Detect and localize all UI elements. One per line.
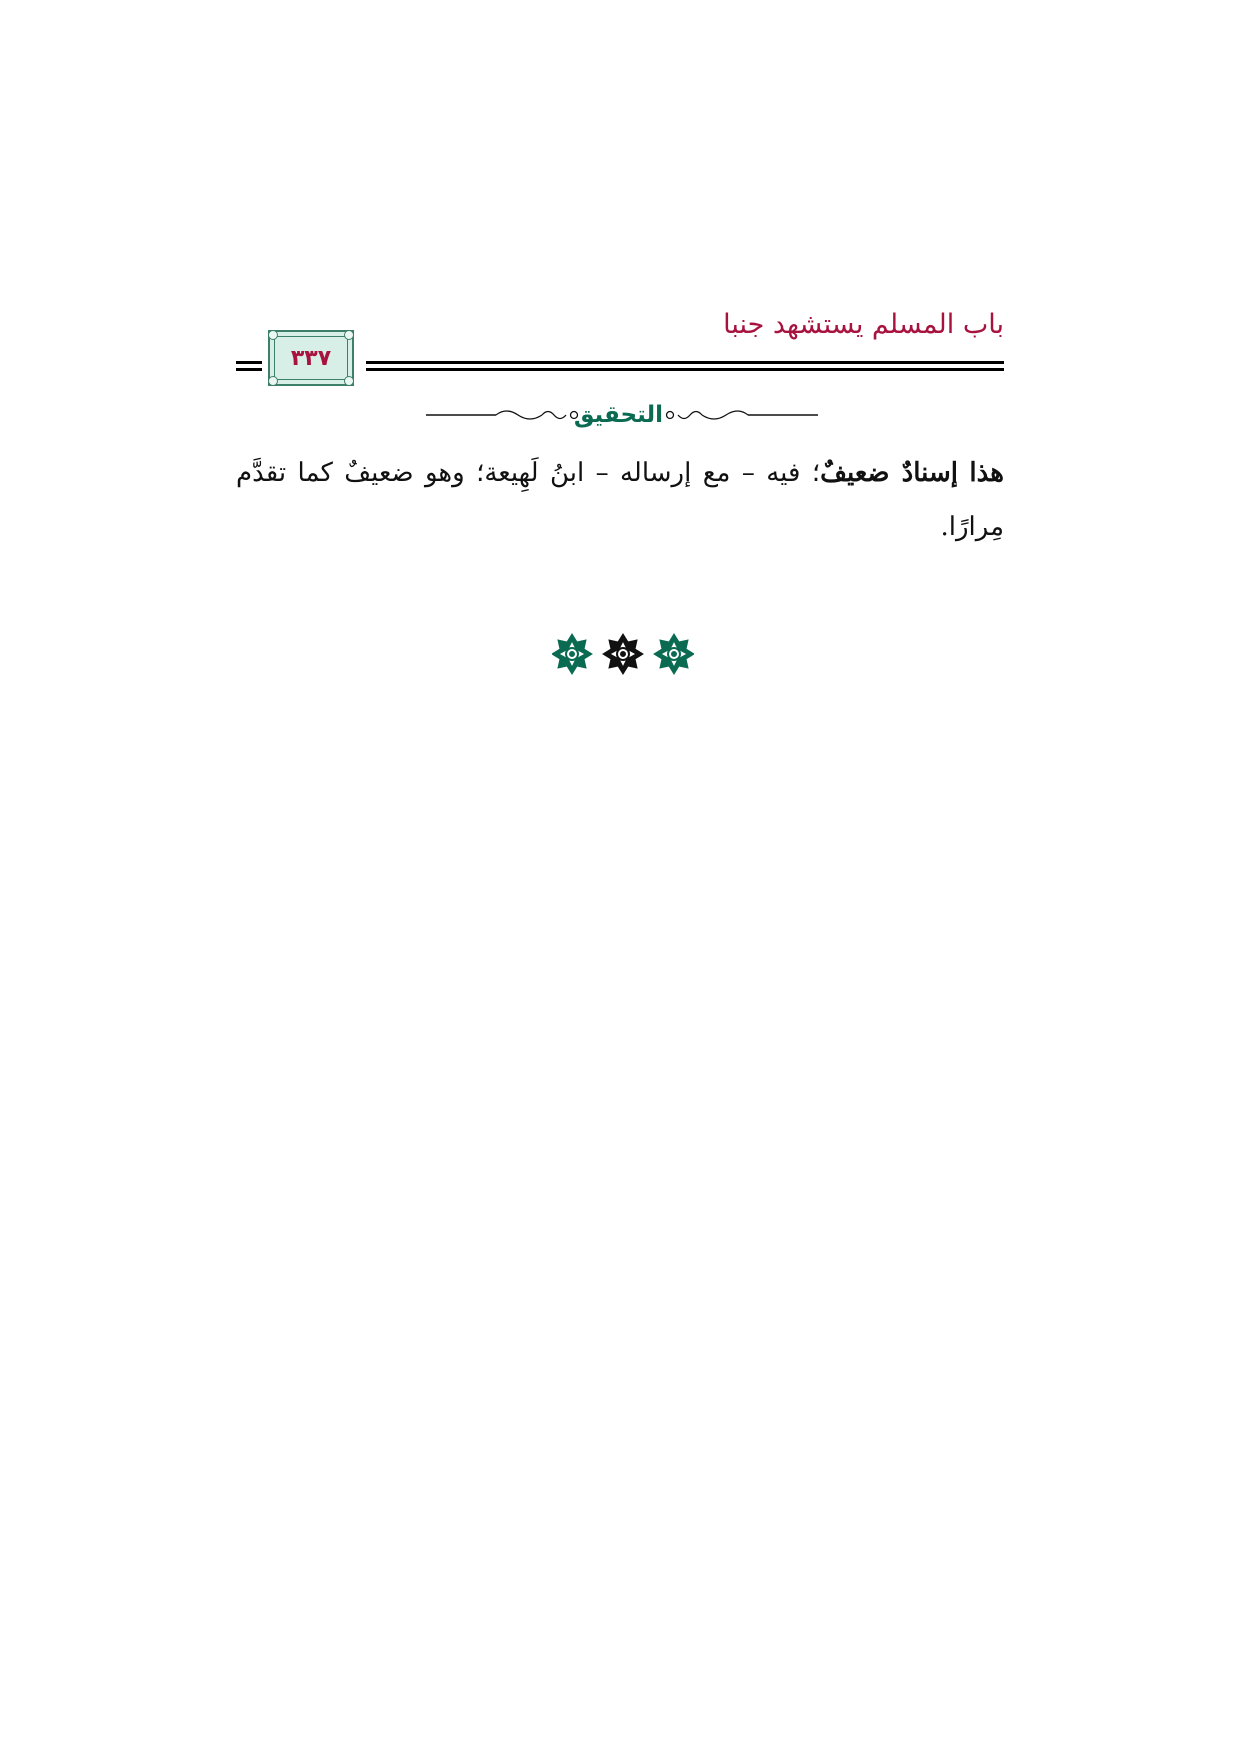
chapter-title: باب المسلم يستشهد جنبا: [723, 309, 1004, 340]
bold-lead-2: إسنادٌ ضعيفٌ: [820, 458, 959, 488]
bold-lead-1: هذا: [969, 458, 1004, 488]
body-text: ؛ فيه – مع إرساله – ابنُ لَهِيعة؛ وهو ضعيفٌ كما تقدَّم مِرارًا.: [236, 458, 1004, 542]
three-star-flowers-icon: [552, 632, 694, 676]
body-paragraph: [236, 446, 1004, 554]
page-number-badge: [268, 330, 354, 386]
page-number: ٣٣٧: [290, 345, 332, 371]
section-heading: التحقيق: [573, 402, 663, 428]
